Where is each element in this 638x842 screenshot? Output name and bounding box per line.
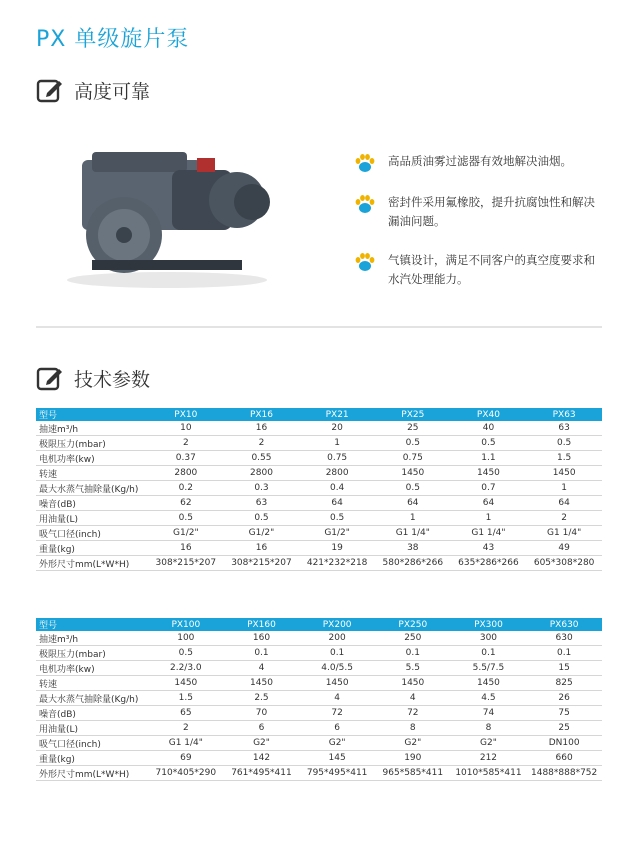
- table-header-cell: PX25: [375, 408, 451, 421]
- table-cell: 630: [526, 631, 602, 646]
- table-cell: 1: [375, 511, 451, 526]
- table-cell: 1: [451, 511, 527, 526]
- table-cell: 2800: [148, 466, 224, 481]
- table-row: [36, 466, 602, 481]
- table-cell: 761*495*411: [224, 766, 300, 781]
- spec-table-2: [36, 618, 602, 781]
- table-header-cell: PX21: [299, 408, 375, 421]
- table-cell: 4.5: [451, 691, 527, 706]
- table-row: [36, 451, 602, 466]
- table-cell: 2800: [299, 466, 375, 481]
- table-cell: 1010*585*411: [451, 766, 527, 781]
- table-cell: 16: [148, 541, 224, 556]
- table-cell: 2.5: [224, 691, 300, 706]
- feature-text: 密封件采用氟橡胶，提升抗腐蚀性和解决漏油问题。: [388, 195, 595, 228]
- table-cell: DN100: [526, 736, 602, 751]
- table-cell: 1450: [299, 676, 375, 691]
- table-header-cell: PX10: [148, 408, 224, 421]
- table-cell: 72: [299, 706, 375, 721]
- row-label-cell: 重量(kg): [36, 751, 148, 766]
- table-cell: 0.75: [299, 451, 375, 466]
- table-cell: 795*495*411: [299, 766, 375, 781]
- table-row: [36, 556, 602, 571]
- table-row: [36, 481, 602, 496]
- table-cell: 8: [451, 721, 527, 736]
- table-cell: 0.5: [375, 436, 451, 451]
- row-label-cell: 最大水蒸气抽除量(Kg/h): [36, 481, 148, 496]
- table-cell: 4: [224, 661, 300, 676]
- table-cell: 72: [375, 706, 451, 721]
- table-cell: 0.5: [375, 481, 451, 496]
- table-row: [36, 646, 602, 661]
- table-cell: 0.5: [224, 511, 300, 526]
- row-label-cell: 转速: [36, 466, 148, 481]
- table-header-cell: 型号: [36, 408, 148, 421]
- table-cell: 1: [299, 436, 375, 451]
- row-label-cell: 转速: [36, 676, 148, 691]
- table-row: [36, 631, 602, 646]
- table-header-cell: 型号: [36, 618, 148, 631]
- table-cell: 300: [451, 631, 527, 646]
- section-header-specs: [36, 364, 150, 392]
- table-header-row: [36, 408, 602, 421]
- table-row: [36, 691, 602, 706]
- table-cell: 0.75: [375, 451, 451, 466]
- table-cell: 70: [224, 706, 300, 721]
- table-cell: 308*215*207: [224, 556, 300, 571]
- table-cell: 1450: [526, 466, 602, 481]
- vacuum-pump-image: [52, 130, 282, 292]
- table-cell: 660: [526, 751, 602, 766]
- row-label-cell: 极限压力(mbar): [36, 646, 148, 661]
- table-cell: G1 1/4": [148, 736, 224, 751]
- table-cell: 100: [148, 631, 224, 646]
- table-cell: 250: [375, 631, 451, 646]
- table-cell: 0.1: [375, 646, 451, 661]
- table-row: [36, 496, 602, 511]
- table-cell: 1450: [375, 466, 451, 481]
- table-row: [36, 676, 602, 691]
- spec-table-1: [36, 408, 602, 571]
- table-cell: 0.5: [526, 436, 602, 451]
- table-header-cell: PX300: [451, 618, 527, 631]
- table-cell: 635*286*266: [451, 556, 527, 571]
- table-cell: 6: [299, 721, 375, 736]
- row-label-cell: 噪音(dB): [36, 496, 148, 511]
- table-row: [36, 541, 602, 556]
- table-row: [36, 661, 602, 676]
- table-row: [36, 751, 602, 766]
- table-header-cell: PX63: [526, 408, 602, 421]
- table-cell: 0.1: [299, 646, 375, 661]
- feature-item: [354, 193, 604, 231]
- table-cell: 64: [375, 496, 451, 511]
- table-cell: 1.5: [148, 691, 224, 706]
- table-cell: G2": [375, 736, 451, 751]
- table-cell: 0.1: [526, 646, 602, 661]
- table-cell: 145: [299, 751, 375, 766]
- table-cell: 0.3: [224, 481, 300, 496]
- table-cell: 64: [299, 496, 375, 511]
- table-cell: 605*308*280: [526, 556, 602, 571]
- table-cell: 200: [299, 631, 375, 646]
- table-cell: 0.5: [148, 646, 224, 661]
- table-cell: 142: [224, 751, 300, 766]
- table-cell: 10: [148, 421, 224, 436]
- table-cell: 20: [299, 421, 375, 436]
- table-row: [36, 511, 602, 526]
- table-cell: 4: [299, 691, 375, 706]
- table-cell: 825: [526, 676, 602, 691]
- table-cell: G1/2": [299, 526, 375, 541]
- table-cell: 74: [451, 706, 527, 721]
- table-cell: 63: [526, 421, 602, 436]
- table-cell: 1450: [148, 676, 224, 691]
- table-cell: 0.5: [299, 511, 375, 526]
- table-cell: 0.1: [451, 646, 527, 661]
- row-label-cell: 用油量(L): [36, 721, 148, 736]
- table-cell: G1/2": [224, 526, 300, 541]
- section-label: 技术参数: [74, 368, 151, 391]
- paw-icon: [354, 153, 376, 173]
- edit-icon: [36, 76, 64, 104]
- table-row: [36, 766, 602, 781]
- table-cell: 0.2: [148, 481, 224, 496]
- feature-item: [354, 152, 604, 173]
- table-cell: 421*232*218: [299, 556, 375, 571]
- table-cell: 16: [224, 541, 300, 556]
- table-header-cell: PX40: [451, 408, 527, 421]
- table-cell: 0.4: [299, 481, 375, 496]
- table-cell: 1: [526, 481, 602, 496]
- row-label-cell: 重量(kg): [36, 541, 148, 556]
- table-header-cell: PX160: [224, 618, 300, 631]
- row-label-cell: 吸气口径(inch): [36, 736, 148, 751]
- table-header-cell: PX16: [224, 408, 300, 421]
- table-cell: 4: [375, 691, 451, 706]
- row-label-cell: 电机功率(kw): [36, 661, 148, 676]
- row-label-cell: 抽速m³/h: [36, 631, 148, 646]
- table-cell: 1450: [451, 466, 527, 481]
- table-cell: 4.0/5.5: [299, 661, 375, 676]
- table-cell: 308*215*207: [148, 556, 224, 571]
- table-cell: 25: [526, 721, 602, 736]
- table-cell: 160: [224, 631, 300, 646]
- table-cell: 0.7: [451, 481, 527, 496]
- row-label-cell: 极限压力(mbar): [36, 436, 148, 451]
- section-label: 高度可靠: [74, 80, 151, 103]
- table-cell: 1450: [451, 676, 527, 691]
- row-label-cell: 用油量(L): [36, 511, 148, 526]
- table-cell: 16: [224, 421, 300, 436]
- table-cell: 2: [148, 436, 224, 451]
- table-row: [36, 736, 602, 751]
- table-row: [36, 706, 602, 721]
- row-label-cell: 外形尺寸mm(L*W*H): [36, 556, 148, 571]
- table-cell: 0.37: [148, 451, 224, 466]
- divider: [36, 326, 602, 328]
- table-header-row: [36, 618, 602, 631]
- table-header-cell: PX250: [375, 618, 451, 631]
- table-cell: 190: [375, 751, 451, 766]
- table-cell: 5.5: [375, 661, 451, 676]
- row-label-cell: 噪音(dB): [36, 706, 148, 721]
- table-cell: 0.55: [224, 451, 300, 466]
- table-cell: G2": [299, 736, 375, 751]
- table-cell: 38: [375, 541, 451, 556]
- table-cell: 64: [526, 496, 602, 511]
- table-cell: 2: [148, 721, 224, 736]
- table-row: [36, 721, 602, 736]
- table-cell: G1/2": [148, 526, 224, 541]
- table-cell: 1.5: [526, 451, 602, 466]
- table-cell: 1450: [224, 676, 300, 691]
- table-cell: 1488*888*752: [526, 766, 602, 781]
- row-label-cell: 抽速m³/h: [36, 421, 148, 436]
- table-cell: 63: [224, 496, 300, 511]
- table-cell: 0.5: [451, 436, 527, 451]
- table-cell: 965*585*411: [375, 766, 451, 781]
- table-cell: 49: [526, 541, 602, 556]
- table-cell: 19: [299, 541, 375, 556]
- table-row: [36, 526, 602, 541]
- table-row: [36, 421, 602, 436]
- table-cell: 710*405*290: [148, 766, 224, 781]
- edit-icon: [36, 364, 64, 392]
- page-title: PX 单级旋片泵: [36, 27, 190, 52]
- table-cell: 8: [375, 721, 451, 736]
- feature-text: 气镇设计，满足不同客户的真空度要求和水汽处理能力。: [388, 253, 595, 286]
- table-cell: 2800: [224, 466, 300, 481]
- table-cell: 6: [224, 721, 300, 736]
- table-cell: 75: [526, 706, 602, 721]
- table-cell: 1450: [375, 676, 451, 691]
- table-cell: 25: [375, 421, 451, 436]
- table-header-cell: PX200: [299, 618, 375, 631]
- table-cell: 65: [148, 706, 224, 721]
- table-cell: 40: [451, 421, 527, 436]
- table-cell: 64: [451, 496, 527, 511]
- table-cell: G1 1/4": [375, 526, 451, 541]
- table-cell: 15: [526, 661, 602, 676]
- paw-icon: [354, 252, 376, 272]
- paw-icon: [354, 194, 376, 214]
- table-row: [36, 436, 602, 451]
- table-cell: G2": [451, 736, 527, 751]
- table-cell: G1 1/4": [526, 526, 602, 541]
- table-cell: G1 1/4": [451, 526, 527, 541]
- table-header-cell: PX630: [526, 618, 602, 631]
- table-cell: 43: [451, 541, 527, 556]
- table-cell: G2": [224, 736, 300, 751]
- feature-text: 高品质油雾过滤器有效地解决油烟。: [388, 154, 572, 168]
- table-cell: 2: [526, 511, 602, 526]
- section-header-reliable: [36, 76, 150, 104]
- table-cell: 0.5: [148, 511, 224, 526]
- row-label-cell: 吸气口径(inch): [36, 526, 148, 541]
- table-cell: 580*286*266: [375, 556, 451, 571]
- table-cell: 1.1: [451, 451, 527, 466]
- row-label-cell: 外形尺寸mm(L*W*H): [36, 766, 148, 781]
- table-cell: 62: [148, 496, 224, 511]
- feature-item: [354, 251, 604, 289]
- table-cell: 2: [224, 436, 300, 451]
- feature-list: [354, 152, 604, 309]
- table-header-cell: PX100: [148, 618, 224, 631]
- table-cell: 5.5/7.5: [451, 661, 527, 676]
- row-label-cell: 电机功率(kw): [36, 451, 148, 466]
- table-cell: 212: [451, 751, 527, 766]
- table-cell: 69: [148, 751, 224, 766]
- table-cell: 26: [526, 691, 602, 706]
- row-label-cell: 最大水蒸气抽除量(Kg/h): [36, 691, 148, 706]
- table-cell: 0.1: [224, 646, 300, 661]
- table-cell: 2.2/3.0: [148, 661, 224, 676]
